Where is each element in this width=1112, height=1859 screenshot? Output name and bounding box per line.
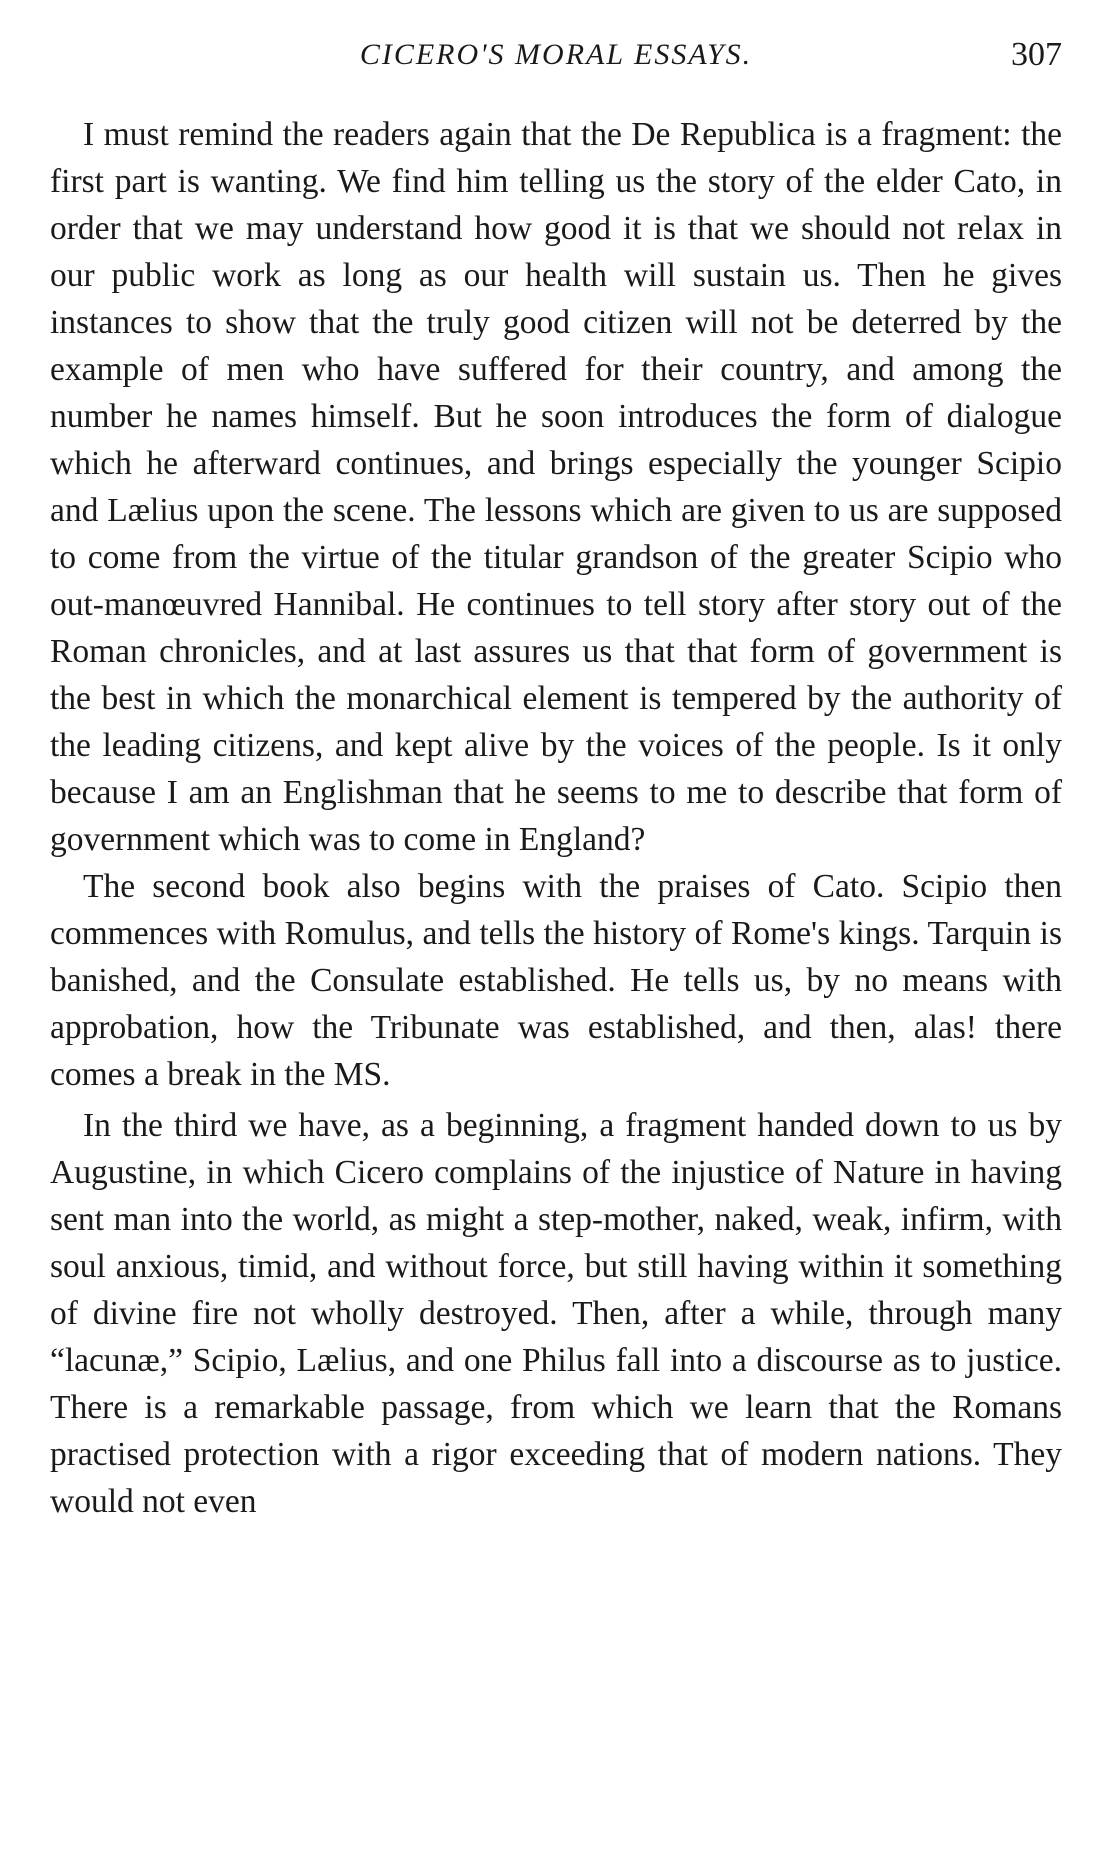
page-number: 307 [1011, 36, 1062, 73]
paragraph-3: In the third we have, as a beginning, a fragment handed down to us by Augustine, in which Cicero complains of the injustice of Nature in having sent man into the world, as might a step-mother, naked, weak, infirm, with soul anxious, timid, and without force, but still having within it something of divine fire not wholly destroyed. Then, after a while, through many “lacunæ,” Scipio, Lælius, and one Philus fall into a discourse as to justice. There is a remarkable passage, from which we learn that the Romans practised protection with a rigor exceeding that of modern nations. They would not even [50, 1107, 1062, 1520]
page-header [50, 38, 1062, 88]
body-text [50, 111, 1062, 1525]
running-title: CICERO'S MORAL ESSAYS. [359, 38, 753, 71]
paragraph-2: The second book also begins with the praises of Cato. Scipio then commences with Romulus, and tells the history of Rome's kings. Tarquin is banished, and the Consulate established. He tells us, by no means with approbation, how the Tribunate was established, and then, alas! there comes a break in the MS. [50, 868, 1062, 1093]
paragraph-1: I must remind the readers again that the De Republica is a fragment: the first part is wanting. We find him telling us the story of the elder Cato, in order that we may understand how good it is that we should not relax in our public work as long as our health will sustain us. Then he gives instances to show that the truly good citizen will not be deterred by the example of men who have suffered for their country, and among the number he names himself. But he soon introduces the form of dialogue which he afterward continues, and brings especially the younger Scipio and Lælius upon the scene. The lessons which are given to us are supposed to come from the virtue of the titular grandson of the greater Scipio who out-manœuvred Hannibal. He continues to tell story after story out of the Roman chronicles, and at last assures us that that form of government is the best in which the monarchical element is tempered by the authority of the leading citizens, and kept alive by the voices of the people. Is it only because I am an Englishman that he seems to me to describe that form of government which was to come in England? [50, 116, 1062, 858]
